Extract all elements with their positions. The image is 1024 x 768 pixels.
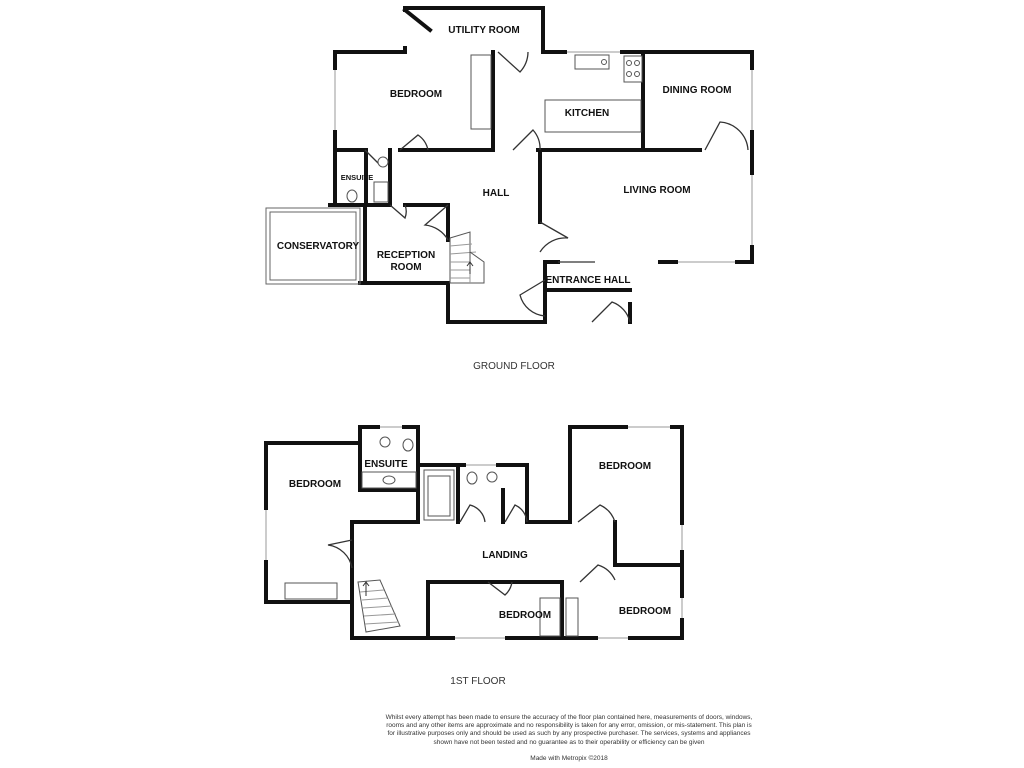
ground-floor-stairs bbox=[450, 232, 484, 283]
label-hall: HALL bbox=[482, 188, 510, 199]
label-bedroom-left-1f: BEDROOM bbox=[288, 479, 342, 490]
label-bedroom-bottom-right-1f: BEDROOM bbox=[618, 606, 672, 617]
first-floor-caption: 1ST FLOOR bbox=[450, 676, 506, 687]
ensuite-toilet-1f bbox=[380, 437, 390, 447]
ground-floor-plan bbox=[266, 8, 752, 372]
label-dining-room: DINING ROOM bbox=[662, 85, 732, 96]
label-bedroom-right-top-1f: BEDROOM bbox=[598, 461, 652, 472]
label-ensuite-1f: ENSUITE bbox=[364, 459, 408, 470]
label-reception-room-1: RECEPTION bbox=[376, 250, 436, 261]
label-ensuite: ENSUITE bbox=[340, 173, 374, 182]
label-reception-room-2: ROOM bbox=[390, 262, 422, 273]
bathroom-toilet bbox=[467, 472, 477, 484]
ensuite-basin bbox=[378, 157, 388, 167]
label-landing: LANDING bbox=[482, 550, 528, 561]
label-utility-room: UTILITY ROOM bbox=[448, 25, 520, 36]
ensuite-shower bbox=[374, 182, 388, 202]
ground-floor-caption: GROUND FLOOR bbox=[473, 361, 555, 372]
bedroom-wardrobe bbox=[471, 55, 491, 129]
bathroom-basin bbox=[487, 472, 497, 482]
ensuite-basin-1f bbox=[403, 439, 413, 451]
ground-floor-labels bbox=[277, 25, 732, 286]
label-bedroom-bottom-middle-1f: BEDROOM bbox=[498, 610, 552, 621]
ensuite-toilet bbox=[347, 190, 357, 202]
bedroom-wardrobe-1f bbox=[285, 583, 337, 599]
disclaimer-text: Whilst every attempt has been made to ensure the accuracy of the floor plan contained here, measurements of doors, windows, rooms and any other items are approximate and no responsibility is taken for any error, omission, or mis-statement. This plan is for illustrative purposes only and should be used as such by any prospective purchaser. The services, systems and appliances shown have not been tested and no guarantee as to their operability or efficiency can be given bbox=[385, 714, 753, 746]
label-kitchen: KITCHEN bbox=[564, 108, 610, 119]
metropix-credit: Made with Metropix ©2018 bbox=[530, 755, 608, 762]
label-entrance-hall: ENTRANCE HALL bbox=[545, 275, 631, 286]
first-floor-plan bbox=[266, 427, 682, 687]
label-living-room: LIVING ROOM bbox=[623, 185, 691, 196]
first-floor-stairs bbox=[358, 580, 400, 632]
label-conservatory: CONSERVATORY bbox=[276, 241, 360, 252]
kitchen-hob bbox=[624, 56, 642, 82]
label-bedroom: BEDROOM bbox=[389, 89, 443, 100]
